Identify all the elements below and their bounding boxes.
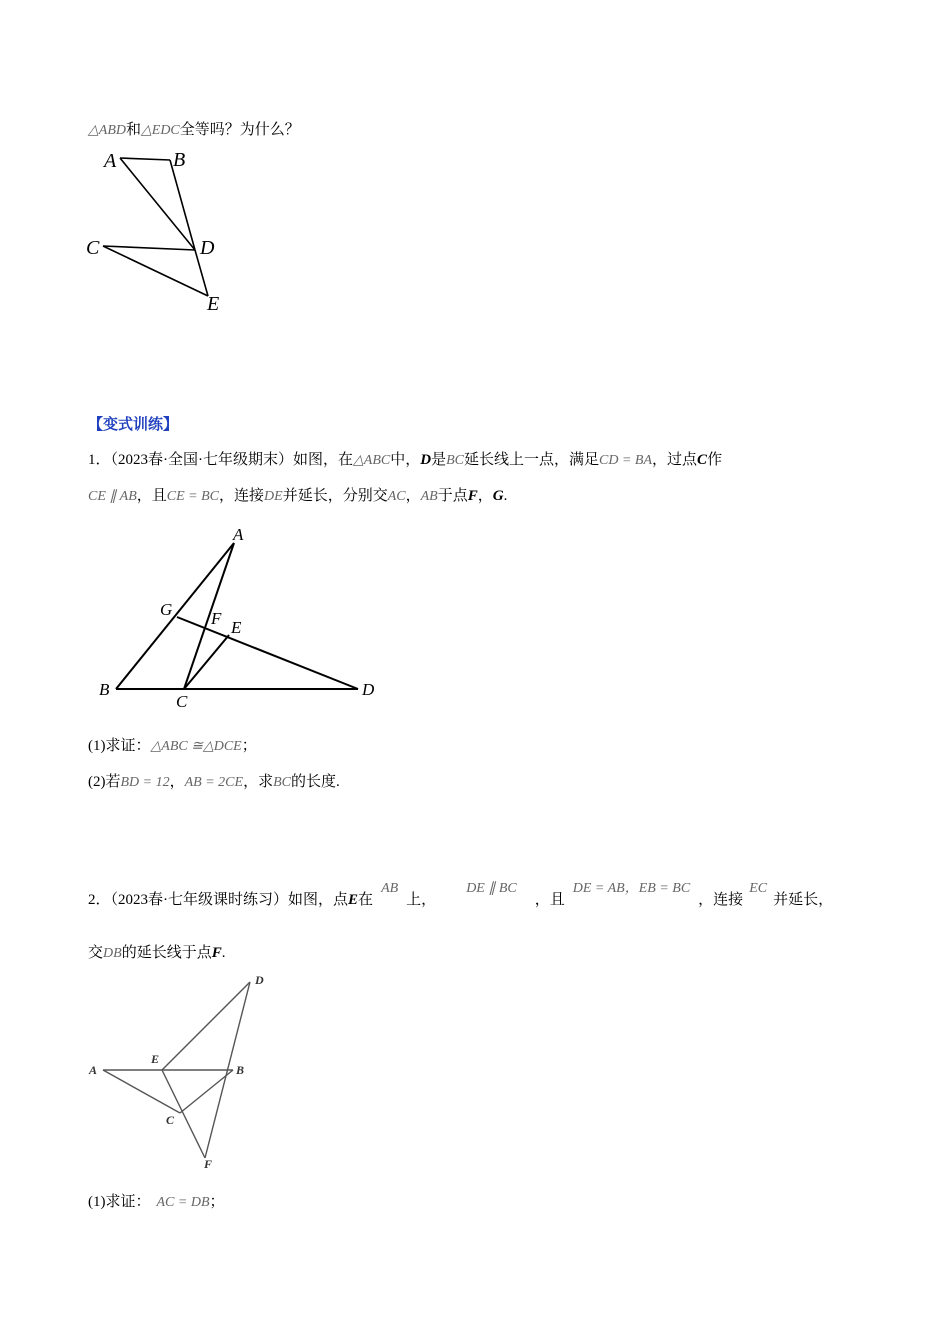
label-g: G: [160, 600, 173, 619]
problem2-line1: 2．（2023春·七年级课时练习）如图，点E在AB上，DE ∥ BC，且DE = AB，EB = BC，连接EC并延长，: [88, 881, 834, 908]
label-b: B: [173, 149, 186, 171]
label-b: B: [236, 1063, 245, 1077]
section-heading: 【变式训练】: [88, 417, 179, 433]
label-f: F: [204, 1157, 213, 1171]
seg-bc: [180, 1070, 233, 1113]
seg-ed: [162, 982, 250, 1070]
label-b: B: [99, 680, 110, 699]
triangle-edc: △EDC: [141, 123, 180, 138]
problem1-line1: 1．（2023春·全国·七年级期末）如图，在△ABC中，D是BC延长线上一点，满足CD = BA，过点C作: [88, 452, 723, 468]
triangle-abd: △ABD: [88, 123, 126, 138]
label-c: C: [176, 692, 188, 711]
label-d: D: [255, 973, 264, 987]
label-c: C: [86, 237, 100, 259]
problem1-source: （2023春·全国·七年级期末）: [110, 452, 294, 468]
problem2-line2: 交DB的延长线于点F.: [88, 945, 226, 961]
label-a: A: [89, 1063, 98, 1077]
problem1-q1: (1)求证：△ABC ≅△DCE；: [88, 738, 257, 754]
problem1-line2: CE ∥ AB，且CE = BC，连接DE并延长，分别交AC，AB于点F，G.: [88, 488, 508, 504]
intro-question: △ABD和△EDC全等吗？为什么？: [88, 122, 300, 138]
problem2-q1: (1)求证： AC = DB；: [88, 1194, 225, 1210]
label-c: C: [166, 1113, 175, 1127]
label-e: E: [231, 618, 242, 637]
label-e: E: [151, 1052, 160, 1066]
label-d: D: [200, 237, 215, 259]
seg-ac: [103, 1070, 180, 1113]
label-d: D: [362, 680, 375, 699]
problem1-q2: (2)若BD = 12，AB = 2CE，求BC的长度.: [88, 774, 340, 790]
label-f: F: [211, 609, 222, 628]
problem2-source: （2023春·七年级课时练习）: [110, 892, 289, 908]
label-a: A: [233, 525, 244, 544]
label-a: A: [104, 150, 117, 172]
label-e: E: [207, 293, 220, 315]
